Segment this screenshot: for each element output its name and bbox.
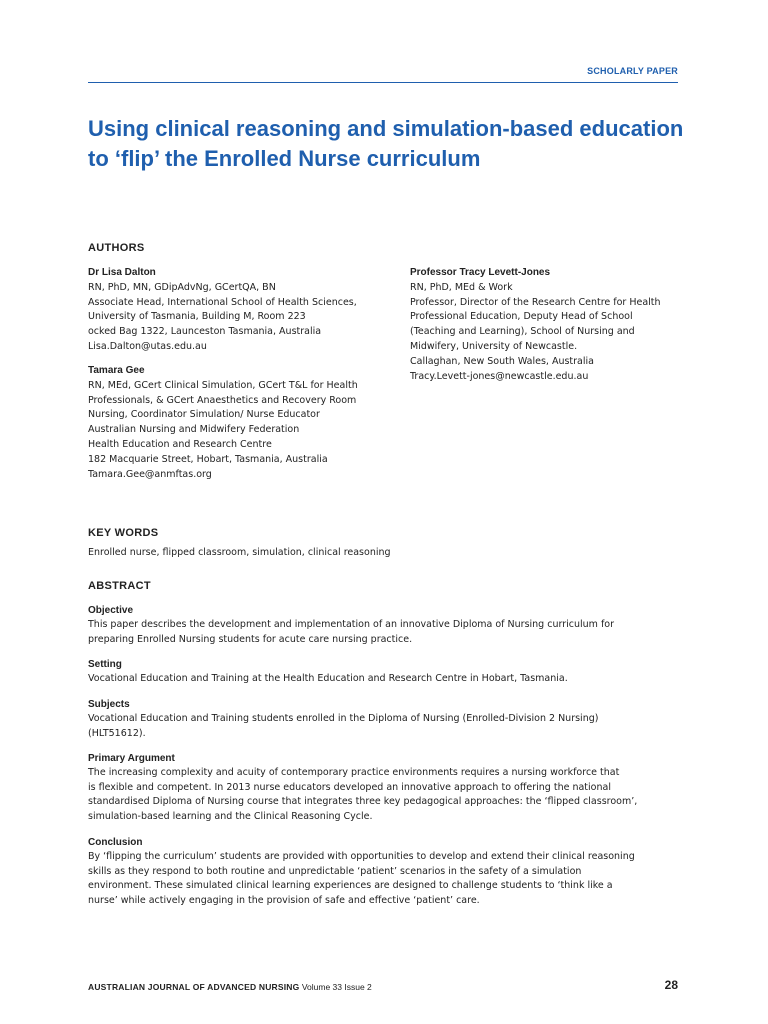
author-credentials: RN, PhD, MEd & Work [410, 281, 513, 293]
author-affiliation-line: University of Tasmania, Building M, Room 223 [88, 311, 306, 323]
author-lisa-dalton [88, 266, 357, 355]
abstract-text-line: is flexible and competent. In 2013 nurse educators developed an innovative approach to offering the national [88, 781, 611, 793]
header-divider [88, 82, 678, 83]
abstract-text-line: standardised Diploma of Nursing course that integrates three key pedagogical approaches: the ‘flipped classroom’, [88, 796, 638, 808]
abstract-subheading: Conclusion [88, 837, 143, 848]
abstract-text-line: This paper describes the development and implementation of an innovative Diploma of Nursing curriculum for [88, 619, 615, 630]
abstract-objective [88, 604, 680, 647]
author-name: Dr Lisa Dalton [88, 267, 156, 278]
keywords-heading: KEY WORDS [88, 527, 159, 539]
abstract-text-line: preparing Enrolled Nursing students for acute care nursing practice. [88, 633, 413, 645]
abstract-text-line: Vocational Education and Training at the Health Education and Research Centre in Hobart, Tasmania. [88, 673, 568, 684]
abstract-text-line: environment. These simulated clinical learning experiences are designed to challenge students to ‘think like a [88, 880, 613, 892]
abstract-conclusion [88, 836, 680, 908]
author-tamara-gee [88, 364, 358, 482]
author-affiliation-line: Australian Nursing and Midwifery Federation [88, 424, 300, 436]
author-address-line: ocked Bag 1322, Launceston Tasmania, Australia [88, 326, 322, 338]
abstract-subheading: Objective [88, 605, 134, 616]
keywords-text: Enrolled nurse, flipped classroom, simulation, clinical reasoning [88, 547, 391, 558]
author-email: Tamara.Gee@anmftas.org [88, 468, 212, 480]
abstract-text-line: By ‘flipping the curriculum’ students are provided with opportunities to develop and extend their clinical reasoning [88, 851, 635, 862]
abstract-text-line: skills as they respond to both routine and unpredictable ‘patient’ scenarios in the safety of a simulation [88, 865, 582, 877]
authors-heading: AUTHORS [88, 242, 145, 254]
journal-volume: Volume 33 Issue 2 [301, 982, 372, 992]
author-credentials: Professionals, & GCert Anaesthetics and Recovery Room [88, 394, 357, 406]
author-name: Tamara Gee [88, 365, 145, 376]
abstract-subheading: Setting [88, 659, 122, 670]
author-email: Lisa.Dalton@utas.edu.au [88, 340, 207, 352]
abstract-text-line: The increasing complexity and acuity of contemporary practice environments requires a nursing workforce that [88, 767, 620, 778]
abstract-text-line: nurse’ while actively engaging in the provision of safe and effective ‘patient’ care. [88, 894, 480, 906]
author-affiliation-line: Health Education and Research Centre [88, 438, 272, 450]
author-credentials: RN, PhD, MN, GDipAdvNg, GCertQA, BN [88, 281, 276, 293]
abstract-text-line: simulation-based learning and the Clinical Reasoning Cycle. [88, 810, 373, 822]
footer-journal [88, 982, 372, 992]
abstract-text-line: Vocational Education and Training students enrolled in the Diploma of Nursing (Enrolled-Division 2 Nursing) [88, 713, 599, 724]
section-label: SCHOLARLY PAPER [587, 66, 678, 76]
abstract-text-line: (HLT51612). [88, 727, 146, 739]
abstract-subjects [88, 698, 680, 741]
journal-name: AUSTRALIAN JOURNAL OF ADVANCED NURSING [88, 982, 300, 992]
author-affiliation-line: (Teaching and Learning), School of Nursing and [410, 326, 635, 338]
abstract-heading: ABSTRACT [88, 580, 151, 592]
author-name: Professor Tracy Levett-Jones [410, 267, 551, 278]
author-tracy-levett-jones [410, 266, 661, 384]
author-email: Tracy.Levett-jones@newcastle.edu.au [410, 370, 589, 382]
abstract-setting [88, 658, 680, 687]
author-role-line: Professor, Director of the Research Centre for Health [410, 296, 661, 308]
abstract-subheading: Subjects [88, 699, 130, 710]
author-credentials: RN, MEd, GCert Clinical Simulation, GCert T&L for Health [88, 379, 358, 391]
author-role-line: Professional Education, Deputy Head of School [410, 311, 633, 323]
author-address-line: 182 Macquarie Street, Hobart, Tasmania, Australia [88, 453, 328, 465]
author-role-line: Nursing, Coordinator Simulation/ Nurse Educator [88, 409, 320, 421]
page-number: 28 [664, 978, 678, 992]
paper-title: Using clinical reasoning and simulation-based education to ‘flip’ the Enrolled Nurse curriculum [88, 116, 684, 171]
author-address-line: Callaghan, New South Wales, Australia [410, 355, 594, 367]
abstract-primary-argument [88, 752, 680, 824]
author-affiliation-line: Midwifery, University of Newcastle. [410, 340, 578, 352]
abstract-subheading: Primary Argument [88, 753, 175, 764]
author-affiliation-line: Associate Head, International School of Health Sciences, [88, 296, 357, 308]
